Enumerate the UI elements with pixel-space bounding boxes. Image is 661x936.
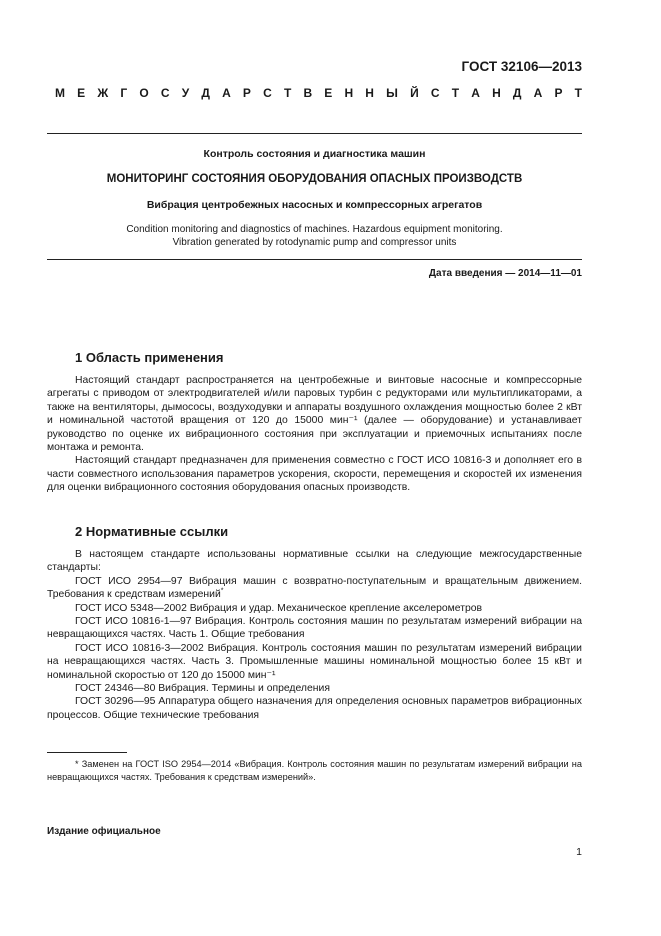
footnote-text: * Заменен на ГОСТ ISO 2954—2014 «Вибрация. Контроль состояния машин по результатам измерений вибрации на невращающихся частях. Требования к средствам измерений».	[47, 759, 582, 782]
reference-item	[47, 575, 582, 602]
section-heading-scope: 1 Область применения	[75, 350, 224, 365]
standard-type-label: М Е Ж Г О С У Д А Р С Т В Е Н Н Ы Й С Т А Н Д А Р Т	[55, 86, 582, 100]
footnote-separator	[47, 752, 127, 753]
reference-item: ГОСТ ИСО 10816-1—97 Вибрация. Контроль состояния машин по результатам измерений вибрации на невращающихся частях. Часть 1. Общие требования	[47, 616, 582, 641]
english-title-line-1: Condition monitoring and diagnostics of machines. Hazardous equipment monitoring.	[126, 224, 503, 235]
paragraph: В настоящем стандарте использованы нормативные ссылки на следующие межгосударственные стандарты:	[47, 549, 582, 574]
document-number: ГОСТ 32106—2013	[461, 59, 582, 74]
footnote-mark: *	[220, 587, 224, 595]
reference-item: ГОСТ 24346—80 Вибрация. Термины и определения	[75, 683, 330, 695]
reference-item: ГОСТ ИСО 10816-3—2002 Вибрация. Контроль состояния машин по результатам измерений вибрации на невращающихся частях. Часть 3. Промышленные машины номинальной мощностью более 15 кВт и номинальной скоростью от 120 до 15000 мин⁻¹	[47, 642, 582, 681]
paragraph: Настоящий стандарт распространяется на центробежные и винтовые насосные и компрессорные агрегаты с приводом от электродвигателей и/или паровых турбин с редукторами или мультипликаторами, а также на вентиляторы, дымососы, воздуходувки и аппараты воздушного охлаждения мощностью более 2 кВт и номинальной частотой вращения от 120 до 15000 мин⁻¹ (далее — оборудование) и устанавливает руководство по оценке их вибрационного состояния при эксплуатации и приемочных испытаниях после монтажа и ремонта.	[47, 375, 582, 454]
official-edition-label: Издание официальное	[47, 826, 161, 837]
english-title	[47, 223, 582, 249]
reference-item: ГОСТ 30296—95 Аппаратура общего назначения для определения основных параметров вибрационных процессов. Общие технические требования	[47, 696, 582, 721]
introduction-date: Дата введения — 2014—11—01	[428, 268, 582, 279]
section-body-normative-references	[47, 548, 582, 722]
footnote	[47, 758, 582, 783]
page-number: 1	[576, 846, 582, 858]
paragraph: Настоящий стандарт предназначен для применения совместно с ГОСТ ИСО 10816-3 и дополняет его в части совместного использования параметров ускорения, скорости, перемещения и скоростей их изменения для оценки вибрационного состояния оборудования опасных производств.	[47, 455, 582, 494]
section-heading-normative-references: 2 Нормативные ссылки	[75, 524, 229, 539]
section-body-scope	[47, 374, 582, 495]
english-title-line-2: Vibration generated by rotodynamic pump and compressor units	[172, 237, 457, 248]
document-title: МОНИТОРИНГ СОСТОЯНИЯ ОБОРУДОВАНИЯ ОПАСНЫХ ПРОИЗВОДСТВ	[106, 173, 523, 185]
title-top-rule	[47, 133, 582, 134]
reference-item: ГОСТ ИСО 5348—2002 Вибрация и удар. Механическое крепление акселерометров	[75, 602, 483, 614]
reference-text: ГОСТ ИСО 2954—97 Вибрация машин с возвратно-поступательным и вращательным движением. Требования к средствам измерений	[47, 575, 582, 601]
title-bottom-rule	[47, 259, 582, 260]
document-subject: Контроль состояния и диагностика машин	[203, 148, 426, 160]
document-subtitle: Вибрация центробежных насосных и компрессорных агрегатов	[146, 199, 483, 211]
